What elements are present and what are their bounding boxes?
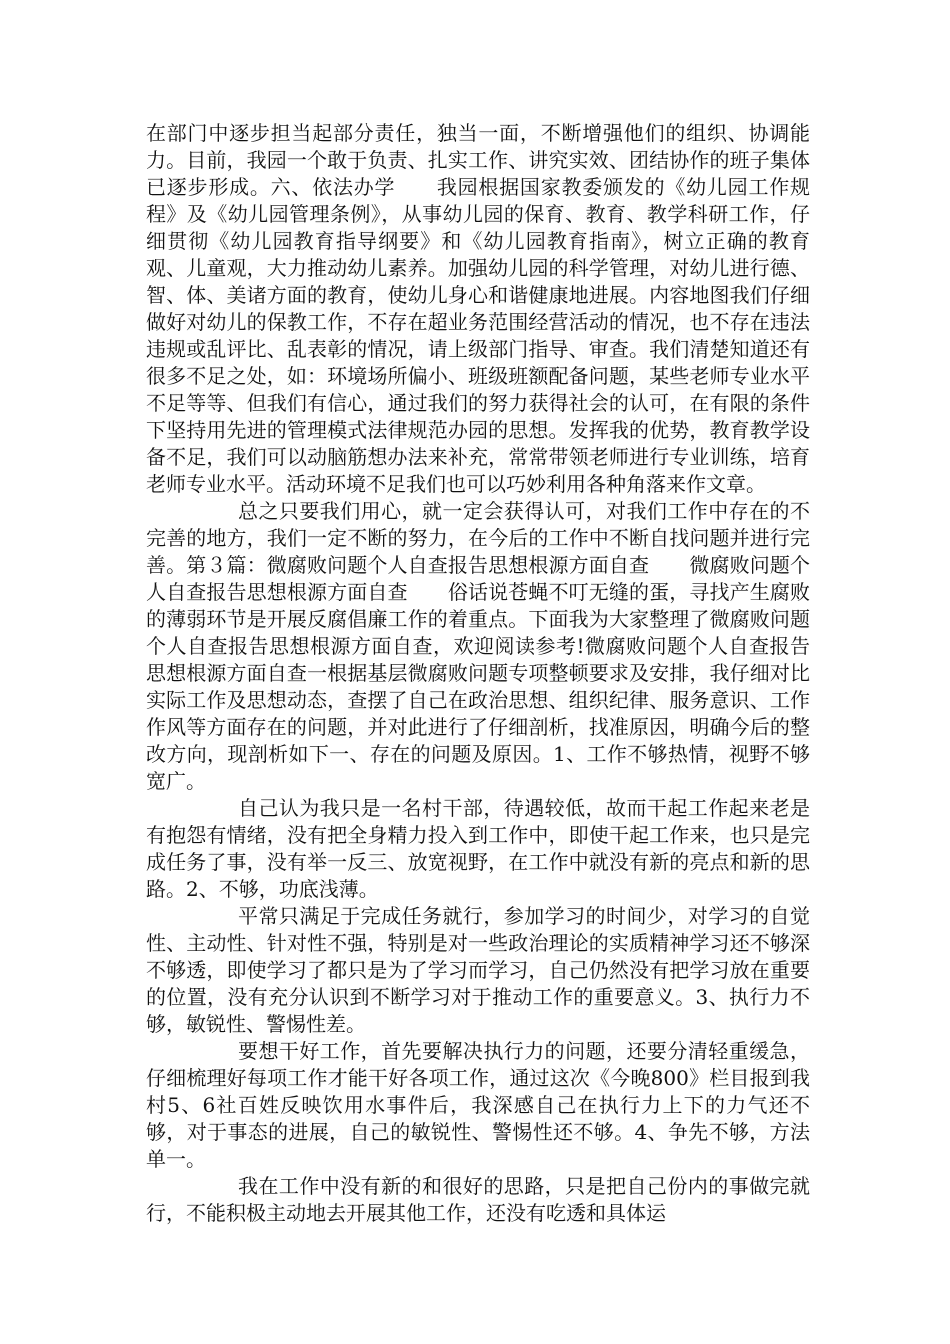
document-body (146, 120, 810, 1227)
paragraph-2: 总之只要我们用心，就一定会获得认可，对我们工作中存在的不完善的地方，我们一定不断的努力，在今后的工作中不断自找问题并进行完善。第３篇：微腐败问题个人自查报告思想根源方面自查 微腐败问题个人自查报告思想根源方面自查 俗话说苍蝇不叮无缝的蛋，寻找产生腐败的薄弱环节是开展反腐倡廉工作的着重点。下面我为大家整理了微腐败问题个人自查报告思想根源方面自查，欢迎阅读参考!微腐败问题个人自查报告思想根源方面自查一根据基层微腐败问题专项整顿要求及安排，我仔细对比实际工作及思想动态，查摆了自己在政治思想、组织纪律、服务意识、工作作风等方面存在的问题，并对此进行了仔细剖析，找准原因，明确今后的整改方向，现剖析如下一、存在的问题及原因。1、工作不够热情，视野不够宽广。 (146, 499, 810, 793)
paragraph-1: 在部门中逐步担当起部分责任，独当一面，不断增强他们的组织、协调能力。目前，我园一个敢于负责、扎实工作、讲究实效、团结协作的班子集体已逐步形成。六、依法办学 我园根据国家教委颁发的《幼儿园工作规程》及《幼儿园管理条例》，从事幼儿园的保育、教育、教学科研工作，仔细贯彻《幼儿园教育指导纲要》和《幼儿园教育指南》，树立正确的教育观、儿童观，大力推动幼儿素养。加强幼儿园的科学管理，对幼儿进行德、智、体、美诸方面的教育，使幼儿身心和谐健康地进展。内容地图我们仔细做好对幼儿的保教工作，不存在超业务范围经营活动的情况，也不存在违法违规或乱评比、乱表彰的情况，请上级部门指导、审查。我们清楚知道还有很多不足之处，如：环境场所偏小、班级班额配备问题，某些老师专业水平不足等等、但我们有信心，通过我们的努力获得社会的认可，在有限的条件下坚持用先进的管理模式法律规范办园的思想。发挥我的优势，教育教学设备不足，我们可以动脑筋想办法来补充，常常带领老师进行专业训练，培育老师专业水平。活动环境不足我们也可以巧妙利用各种角落来作文章。 (146, 121, 810, 496)
paragraph-4: 平常只满足于完成任务就行，参加学习的时间少，对学习的自觉性、主动性、针对性不强，特别是对一些政治理论的实质精神学习还不够深不够透，即使学习了都只是为了学习而学习，自己仍然没有把学习放在重要的位置，没有充分认识到不断学习对于推动工作的重要意义。3、执行力不够，敏锐性、警惕性差。 (146, 904, 810, 1036)
paragraph-3: 自己认为我只是一名村干部，待遇较低，故而干起工作起来老是有抱怨有情绪，没有把全身精力投入到工作中，即使干起工作来，也只是完成任务了事，没有举一反三、放宽视野，在工作中就没有新的亮点和新的思路。2、不够，功底浅薄。 (146, 796, 810, 901)
paragraph-6: 我在工作中没有新的和很好的思路，只是把自己份内的事做完就行，不能积极主动地去开展其他工作，还没有吃透和具体运 (146, 1174, 810, 1225)
paragraph-5: 要想干好工作，首先要解决执行力的问题，还要分清轻重缓急，仔细梳理好每项工作才能干好各项工作，通过这次《今晚800》栏目报到我村5、6社百姓反映饮用水事件后，我深感自己在执行力上下的力气还不够，对于事态的进展，自己的敏锐性、警惕性还不够。4、争先不够，方法单一。 (146, 1039, 810, 1171)
